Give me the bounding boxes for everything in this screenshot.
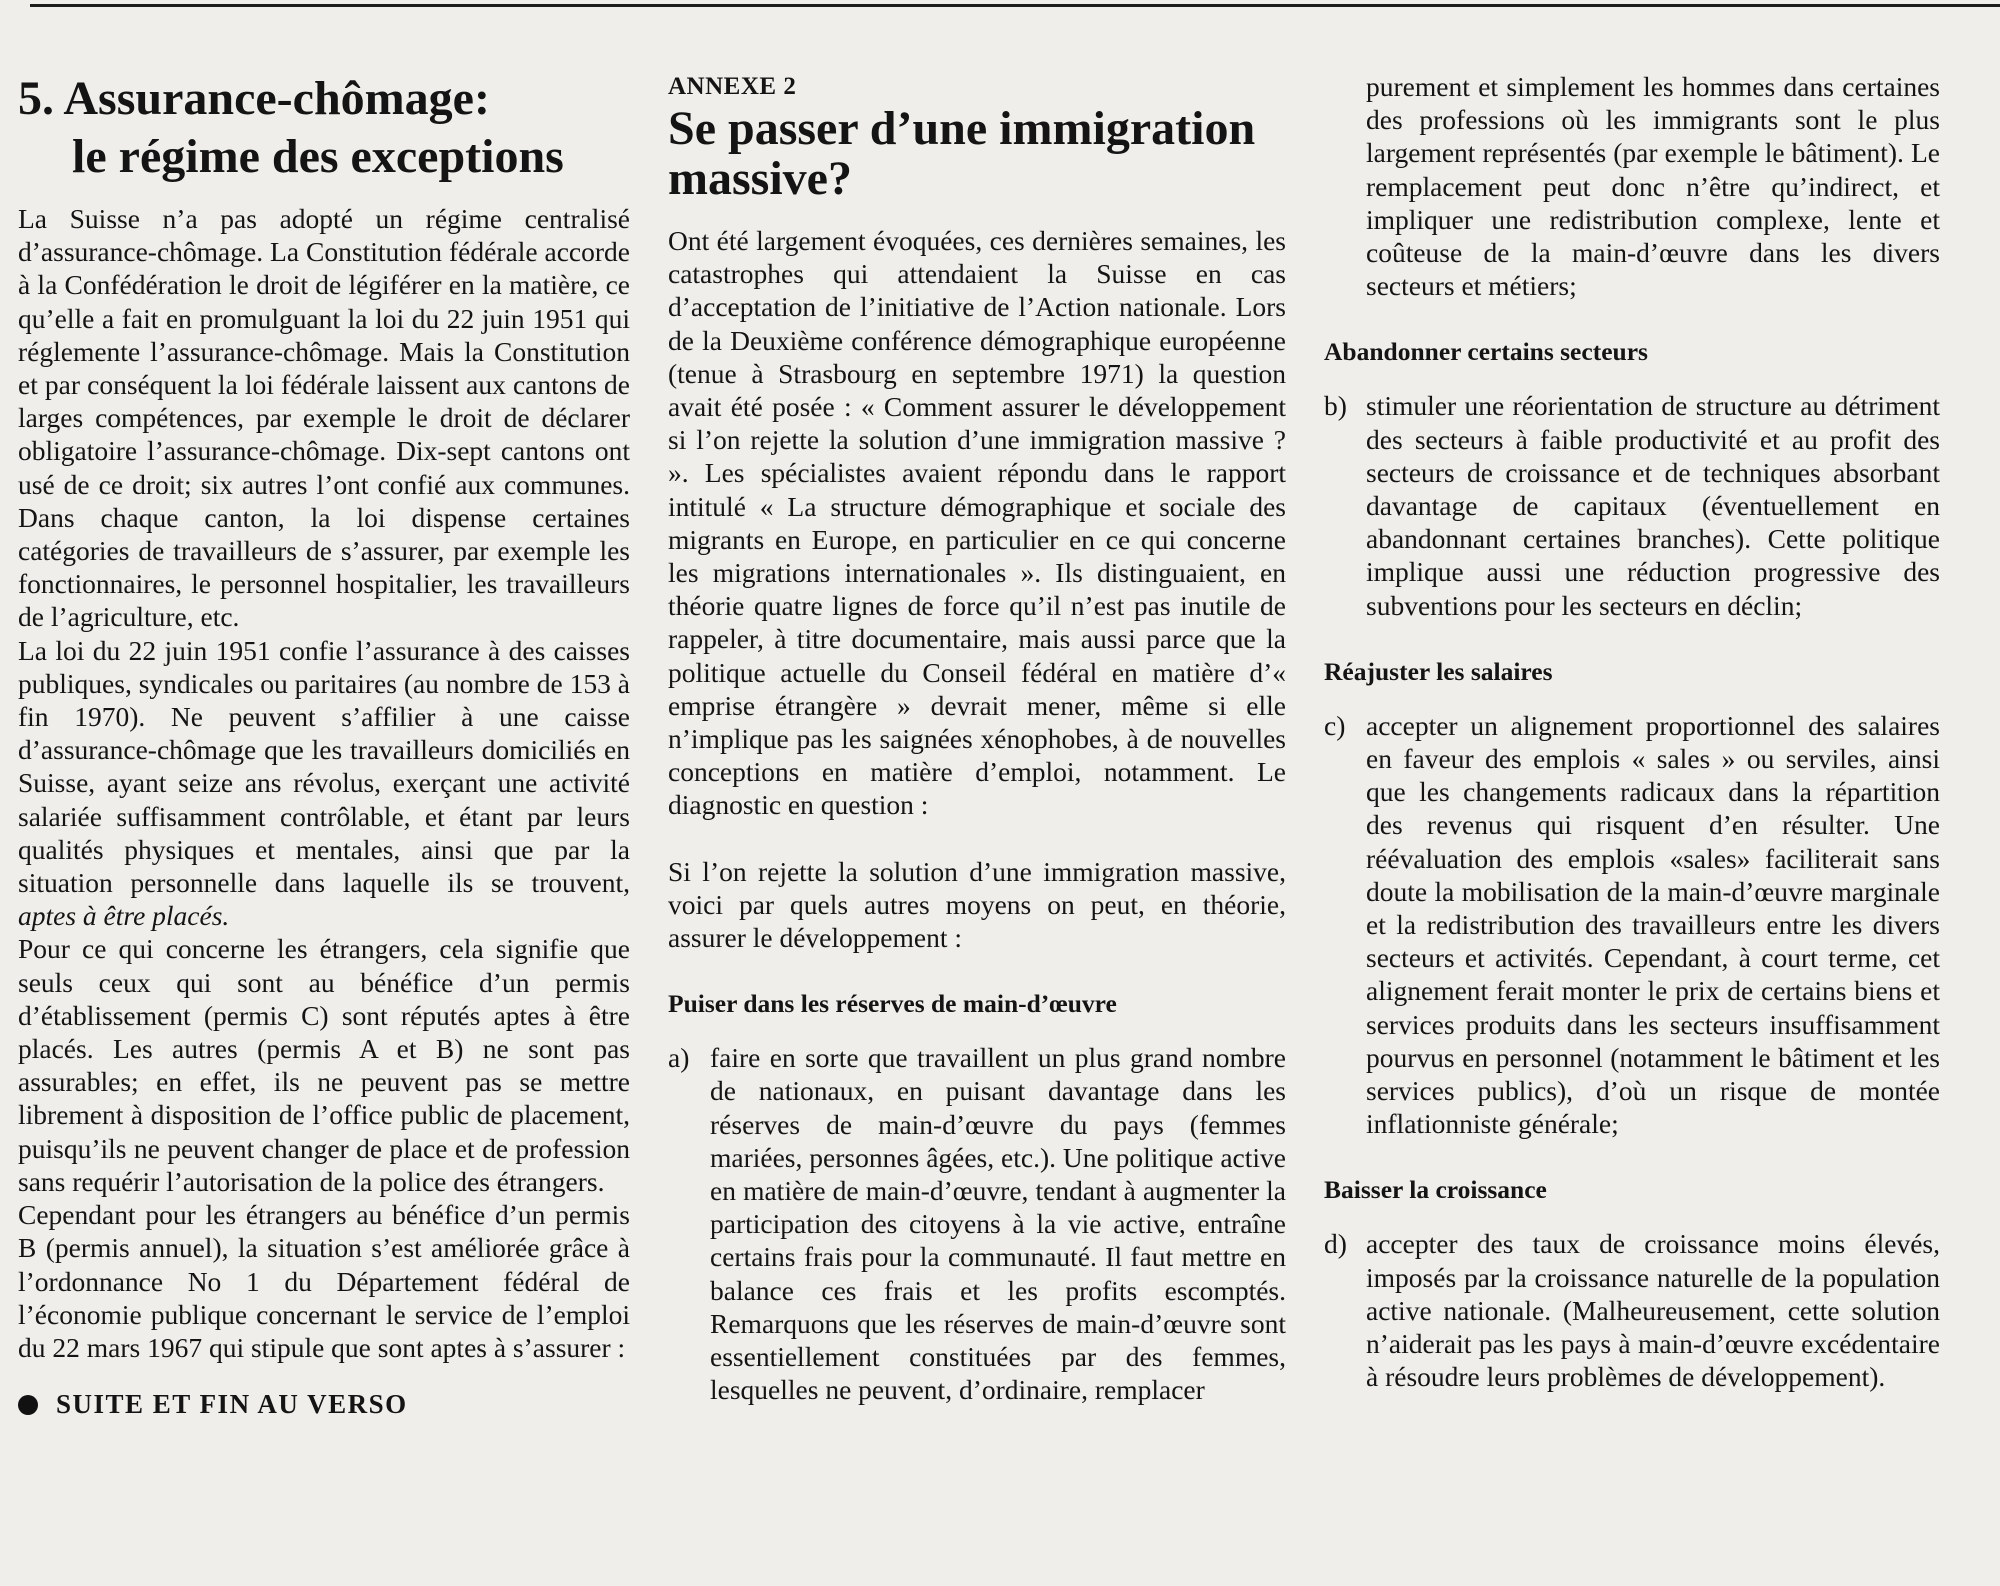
continued-notice [18, 1388, 630, 1421]
spacer [668, 822, 1286, 855]
annex-kicker: ANNEXE 2 [668, 73, 797, 100]
item-label: a) [668, 1042, 690, 1074]
top-rule [30, 4, 2000, 7]
spacer [1324, 689, 1940, 709]
item-text: accepter un alignement proportionnel des salaires en faveur des emplois « sales » ou serviles, ainsi que les changements radicaux dans la répartition des revenus qui risquent d’en résulter. Une réévaluation des emplois «sales» faciliterait sans doute la mobilisation de la main-d’œuvre marginale et la redistribution des travailleurs entre les divers secteurs et activités. Cependant, à court terme, cet alignement ferait monter le prix de certains biens et services produits dans les secteurs insuffisamment pourvus en personnel (notamment le bâtiment et les services publics), d’où un risque de montée inflationniste générale; [1366, 709, 1940, 1140]
spacer [1324, 369, 1940, 389]
item-label: b) [1324, 390, 1347, 422]
bullet-icon [18, 1395, 38, 1415]
list-item-c [1324, 709, 1940, 1141]
list-item-d [1324, 1227, 1940, 1393]
spacer [1324, 1140, 1940, 1173]
spacer [1324, 622, 1940, 655]
list-item-a [668, 1041, 1286, 1406]
list-item-b [1324, 389, 1940, 621]
spacer [668, 954, 1286, 987]
item-text: stimuler une réorientation de structure au détriment des secteurs à faible productivité et au profit des secteurs de croissance et de techniques absorbant davantage de capitaux (éventuellement en abandonnant certaines branches). Cette politique implique aussi une réduction progressive des subventions pour les secteurs en déclin; [1366, 390, 1940, 621]
section-heading-d: Baisser la croissance [1324, 1175, 1547, 1205]
section-heading-c: Réajuster les salaires [1324, 656, 1553, 686]
article-title-line2: le régime des exceptions [72, 130, 564, 183]
annex-continuation [1324, 70, 1940, 1394]
paragraph-2-italic: aptes à être placés. [18, 900, 230, 932]
annex-article [668, 70, 1286, 1407]
spacer [668, 1021, 1286, 1041]
section-heading-a: Puiser dans les réserves de main-d’œuvre [668, 989, 1117, 1019]
item-label: d) [1324, 1228, 1347, 1260]
list-item-a-continued [1324, 70, 1940, 302]
item-text: purement et simplement les hommes dans certaines des professions où les immigrants sont le plus largement représentés (par exemple le bâtiment). Le remplacement peut donc n’être qu’indirect, et impliquer une redistribution complexe, lente et coûteuse de la main-d’œuvre dans les divers secteurs et métiers; [1366, 71, 1940, 302]
annex-intro: Ont été largement évoquées, ces dernières semaines, les catastrophes qui attendaient la Suisse en cas d’acceptation de l’initiative de l’Action nationale. Lors de la Deuxième conférence démographique européenne (tenue à Strasbourg en septembre 1971) la question avait été posée : « Comment assurer le développement si l’on rejette la solution d’une immigration massive ? ». Les spécialistes avaient répondu dans le rapport intitulé « La structure démographique et sociale des migrants en Europe, en particulier en ce qui concerne les migrations internationales ». Ils distinguaient, en théorie quatre lignes de force qu’il n’est pas inutile de rappeler, à titre documentaire, mais aussi parce que la politique actuelle du Conseil fédéral en matière d’« emprise étrangère » devrait mener, même si elle n’implique pas les saignées xénophobes, à de nouvelles conceptions en matière d’emploi, notamment. Le diagnostic en question : [668, 225, 1286, 821]
item-text: accepter des taux de croissance moins élevés, imposés par la croissance naturelle de la population active nationale. (Malheureusement, cette solution n’aiderait pas les pays à main-d’œuvre excédentaire à résoudre leurs problèmes de développement). [1366, 1228, 1940, 1393]
left-article [18, 70, 630, 1421]
spacer [1324, 1207, 1940, 1227]
annex-title: Se passer d’une immigration massive? [668, 102, 1256, 205]
item-label: c) [1324, 709, 1346, 741]
paragraph-3: Pour ce qui concerne les étrangers, cela signifie que seuls ceux qui sont au bénéfice d’un permis d’établissement (permis C) sont réputés aptes à être placés. Les autres (permis A et B) ne sont pas assurables; en effet, ils ne peuvent pas se mettre librement à disposition de l’office public de placement, puisqu’ils ne peuvent changer de place et de profession sans requérir l’autorisation de la police des étrangers. [18, 933, 630, 1197]
paragraph-2-text: La loi du 22 juin 1951 confie l’assurance à des caisses publiques, syndicales ou paritaires (au nombre de 153 à fin 1970). Ne peuvent s’affilier à une caisse d’assurance-chômage que les travailleurs domiciliés en Suisse, ayant seize ans révolus, exerçant une activité salariée suffisamment contrôlable, et étant par leurs qualités physiques et mentales, ainsi que par la situation personnelle dans laquelle ils se trouvent, [18, 634, 630, 899]
section-heading-b: Abandonner certains secteurs [1324, 337, 1648, 367]
item-text: faire en sorte que travaillent un plus grand nombre de nationaux, en puisant davantage dans les réserves de main-d’œuvre du pays (femmes mariées, personnes âgées, etc.). Une politique active en matière de main-d’œuvre, tendant à augmenter la participation des citoyens à la vie active, entraîne certains frais pour la communauté. Il faut mettre en balance ces frais et les profits escomptés. Remarquons que les réserves de main-d’œuvre sont essentiellement constituées par des femmes, lesquelles ne peuvent, d’ordinaire, remplacer [710, 1042, 1286, 1406]
article-title-line1: 5. Assurance-chômage: [18, 72, 490, 125]
paragraph-1: La Suisse n’a pas adopté un régime centralisé d’assurance-chômage. La Constitution fédérale accorde à la Confédération le droit de légiférer en la matière, ce qu’elle a fait en promulguant la loi du 22 juin 1951 qui réglemente l’assurance-chômage. Mais la Constitution et par conséquent la loi fédérale laissent aux cantons de larges compétences, par exemple le droit de déclarer obligatoire l’assurance-chômage. Dix-sept cantons ont usé de ce droit; six autres l’ont confié aux communes. Dans chaque canton, la loi dispense certaines catégories de travailleurs de s’assurer, par exemple les fonctionnaires, le personnel hospitalier, les travailleurs de l’agriculture, etc. [18, 203, 630, 633]
continued-label: SUITE ET FIN AU VERSO [56, 1389, 408, 1420]
spacer [1324, 302, 1940, 335]
paragraph-2 [18, 634, 630, 933]
paragraph-4: Cependant pour les étrangers au bénéfice d’un permis B (permis annuel), la situation s’est améliorée grâce à l’ordonnance No 1 du Département fédéral de l’économie publique concernant le service de l’emploi du 22 mars 1967 qui stipule que sont aptes à s’assurer : [18, 1199, 630, 1363]
article-title [18, 70, 630, 186]
annex-lead: Si l’on rejette la solution d’une immigration massive, voici par quels autres moyens on peut, en théorie, assurer le développement : [668, 855, 1286, 954]
